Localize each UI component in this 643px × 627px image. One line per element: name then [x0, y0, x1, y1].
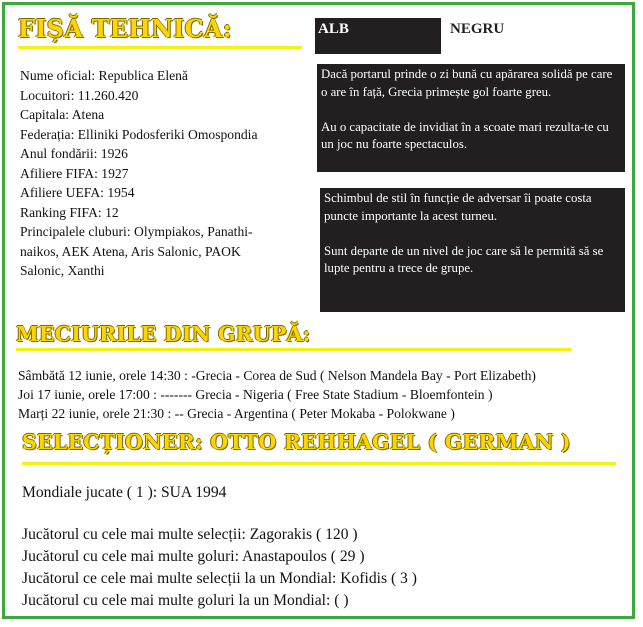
- tech-underline: [18, 46, 302, 49]
- stat-line: Jucătorul ce cele mai multe selecții la un Mondial: Kofidis ( 3 ): [22, 570, 417, 587]
- tech-line: Federația: Elliniki Podosferiki Omospondia: [20, 126, 258, 142]
- alb-paragraph: Au o capacitate de invidiat în a scoate mari rezulta-te cu un joc nu foarte spectaculos.: [321, 119, 609, 152]
- negru-label: NEGRU: [450, 21, 505, 37]
- match-line: Marți 22 iunie, orele 21:30 : -- Grecia - Argentina ( Peter Mokaba - Polokwane ): [18, 406, 455, 421]
- alb-box: [317, 64, 625, 172]
- matches-title: MECIURILE DIN GRUPĂ:: [16, 322, 311, 346]
- tech-line: Capitala: Atena: [20, 107, 105, 122]
- negru-paragraph: Schimbul de stil în funcție de adversar îi poate costa puncte importante la acest turneu.: [324, 191, 592, 223]
- match-line: Joi 17 iunie, orele 17:00 : ------- Grecia - Nigeria ( Free State Stadium - Bloemfontein ): [18, 387, 493, 402]
- tech-line: Afiliere UEFA: 1954: [20, 185, 135, 200]
- alb-paragraph: Dacă portarul prinde o zi bună cu apărarea solidă pe care o are în față, Grecia primește gol foarte greu.: [321, 67, 613, 99]
- tech-title: FIȘĂ TEHNICĂ:: [18, 14, 232, 43]
- negru-box: [320, 188, 625, 312]
- tech-line: Locuitori: 11.260.420: [20, 87, 139, 103]
- coach-underline: [22, 462, 616, 465]
- coach-title: SELECȚIONER: OTTO REHHAGEL ( GERMAN ): [22, 430, 571, 454]
- negru-paragraph: Sunt departe de un nivel de joc care să le permită să se lupte pentru a trece de grupe.: [324, 243, 604, 276]
- matches-underline: [16, 348, 572, 351]
- world-cups-line: Mondiale jucate ( 1 ): SUA 1994: [22, 484, 227, 501]
- tech-line: Principalele cluburi: Olympiakos, Panathi-: [20, 224, 253, 239]
- tech-line: Nume oficial: Republica Elenă: [20, 68, 188, 83]
- tech-line: Ranking FIFA: 12: [20, 204, 119, 220]
- stat-line: Jucătorul cu cele mai multe goluri la un Mondial: ( ): [22, 592, 349, 609]
- stat-line: Jucătorul cu cele mai multe selecții: Zagorakis ( 120 ): [22, 526, 358, 543]
- tech-line: Afiliere FIFA: 1927: [20, 165, 129, 181]
- tech-line: Salonic, Xanthi: [20, 263, 105, 278]
- match-line: Sâmbătă 12 iunie, orele 14:30 : -Grecia - Corea de Sud ( Nelson Mandela Bay - Port Elizabeth): [18, 368, 536, 383]
- alb-label: ALB: [318, 21, 349, 37]
- tech-line: naikos, AEK Atena, Aris Salonic, PAOK: [20, 243, 241, 259]
- stat-line: Jucătorul cu cele mai multe goluri: Anastapoulos ( 29 ): [22, 548, 365, 565]
- tech-line: Anul fondării: 1926: [20, 146, 128, 161]
